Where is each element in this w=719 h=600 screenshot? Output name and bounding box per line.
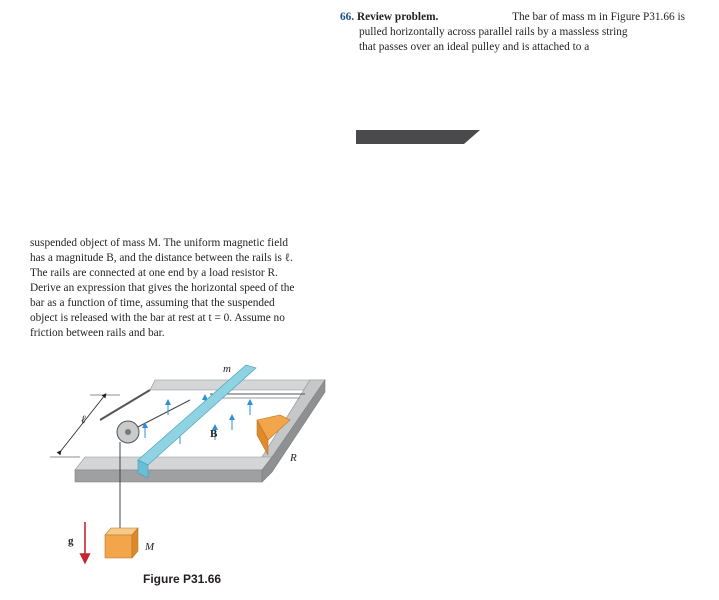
problem-line: that passes over an ideal pulley and is attached to a [359,41,590,53]
problem-paragraph-bottom [30,236,353,341]
problem-heading: Review problem. [356,11,439,23]
length-dimension [50,395,120,457]
problem-line: The bar of mass m in Figure P31.66 is [512,11,685,23]
figure-rails-bar [50,360,380,596]
problem-first-line [340,10,685,25]
problem-line: object is released with the bar at rest at t = 0. Assume no [30,312,285,324]
label-bar-mass: m [223,363,231,375]
label-resistor: R [290,452,297,464]
figure-caption: Figure P31.66 [143,572,222,586]
problem-paragraph-top [340,10,685,55]
page-bar-graphic [356,128,486,148]
problem-line: bar as a function of time, assuming that the suspended [30,297,275,309]
problem-line: pulled horizontally across parallel rails by a massless string [359,26,628,38]
problem-line: suspended object of mass M. The uniform magnetic field [30,237,288,249]
problem-line: The rails are connected at one end by a load resistor R. [30,267,278,279]
pulley [100,390,150,443]
problem-line: friction between rails and bar. [30,327,165,339]
problem-number: 66. [340,11,355,23]
problem-line: Derive an expression that gives the horizontal speed of the [30,282,295,294]
label-hanging-mass: M [145,541,155,553]
label-gravity: g [68,535,74,547]
hanging-mass [105,528,138,558]
problem-line: has a magnitude B, and the distance between the rails is ℓ. [30,252,293,264]
label-field: B [210,428,218,440]
label-length: ℓ [81,414,86,426]
